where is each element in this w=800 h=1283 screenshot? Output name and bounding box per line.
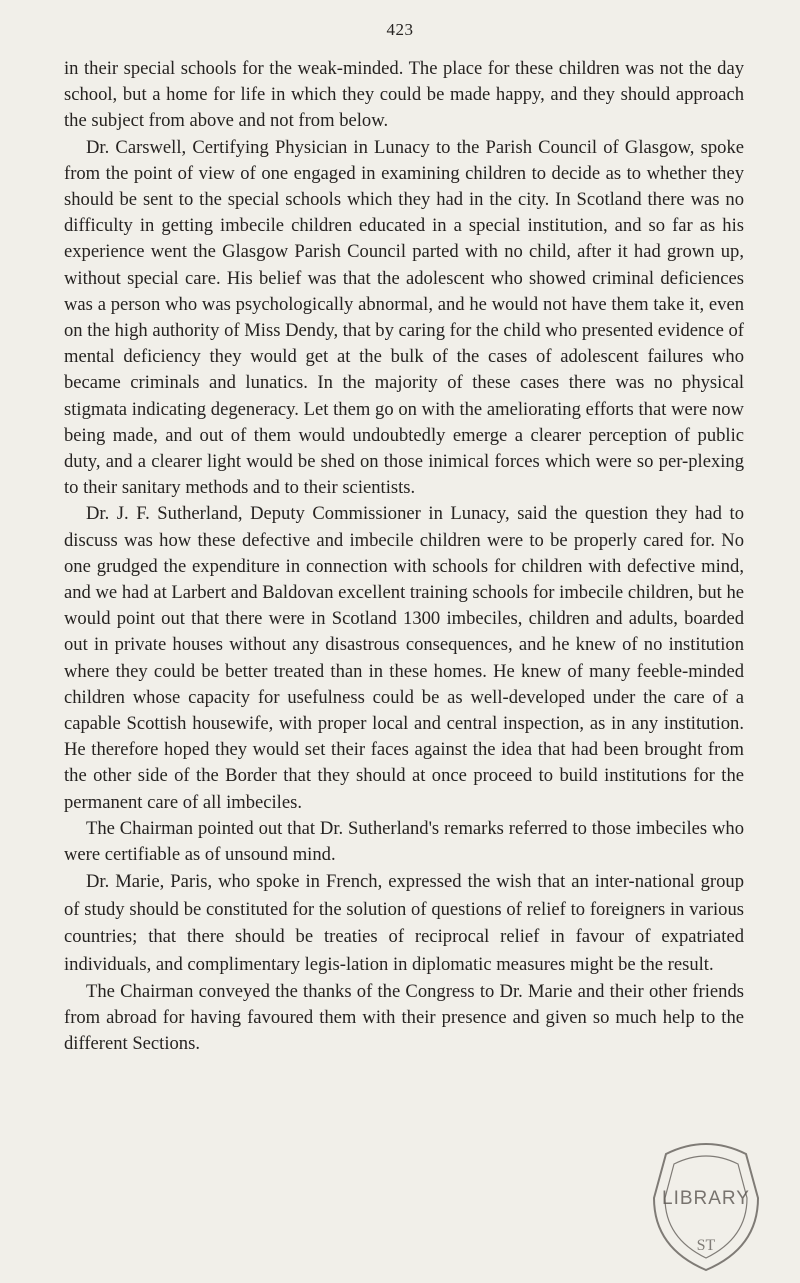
paragraph-chairman-thanks: The Chairman conveyed the thanks of the Congress to Dr. Marie and their other friends from abroad for having favoured them with their presence and given so much help to the different Sections. [64, 980, 744, 1055]
library-stamp [626, 1138, 786, 1278]
paragraph-chairman-remark: The Chairman pointed out that Dr. Sutherland's remarks referred to those imbeciles who were certifiable as of unsound mind. [64, 817, 744, 866]
paragraph-dr-sutherland: Dr. J. F. Sutherland, Deputy Commissioner in Lunacy, said the question they had to discuss was how these defective and imbecile children were to be properly cared for. No one grudged the expenditure in connection with schools for children with defective mind, and we had at Larbert and Baldovan excellent training schools for imbecile children, but he would point out that there were in Scotland 1300 imbeciles, children and adults, boarded out in private houses without any disastrous consequences, and he knew of no institution where they could be better treated than in these homes. He knew of many feeble-minded children whose capacity for usefulness could be as well-developed under the care of a capable Scottish housewife, with proper local and central inspection, as in any institution. He therefore hoped they would set their faces against the idea that had been brought from the other side of the Border that they should at once proceed to build institutions for the permanent care of all imbeciles. [64, 503, 744, 813]
paragraph-dr-carswell: Dr. Carswell, Certifying Physician in Lunacy to the Parish Council of Glasgow, spoke from the point of view of one engaged in examining children to decide as to whether they should be sent to the special schools which they had in the city. In Scotland there was no difficulty in getting imbecile children educated in a special institution, and so far as his experience went the Glasgow Parish Council parted with no child, after it had grown up, without special care. His belief was that the adolescent who showed criminal deficiences was a person who was psychologically abnormal, and he would not have them take it, even on the high authority of Miss Dendy, that by caring for the child who presented evidence of mental deficiency they would get at the bulk of the cases of adolescent failures who became criminals and lunatics. In the majority of these cases there was no physical stigmata indicating degeneracy. Let them go on with the ameliorating efforts that were now being made, and out of them would undoubtedly emerge a clearer perception of public duty, and a clearer light would be shed on those inimical forces which were so per-plexing to their sanitary methods and to their scientists. [64, 136, 744, 499]
page-number: 423 [386, 20, 414, 39]
library-stamp-graphic [626, 1138, 786, 1278]
stamp-bottom-label: ST [696, 1237, 716, 1254]
stamp-inner-outline [665, 1156, 747, 1258]
stamp-shield-outline [654, 1144, 758, 1270]
paragraph-dr-marie: Dr. Marie, Paris, who spoke in French, expressed the wish that an inter-national group of study should be constituted for the solution of questions of relief to foreigners in various countries; that there should be treaties of reciprocal relief in favour of expatriated individuals, and complimentary legis-lation in diplomatic measures might be the result. [64, 871, 744, 976]
paragraph-weak-minded-schools: in their special schools for the weak-minded. The place for these children was not the day school, but a home for life in which they could be made happy, and they should approach the subject from above and not from below. [64, 58, 744, 132]
stamp-label: LIBRARY [662, 1188, 750, 1209]
body-text [64, 56, 744, 1057]
